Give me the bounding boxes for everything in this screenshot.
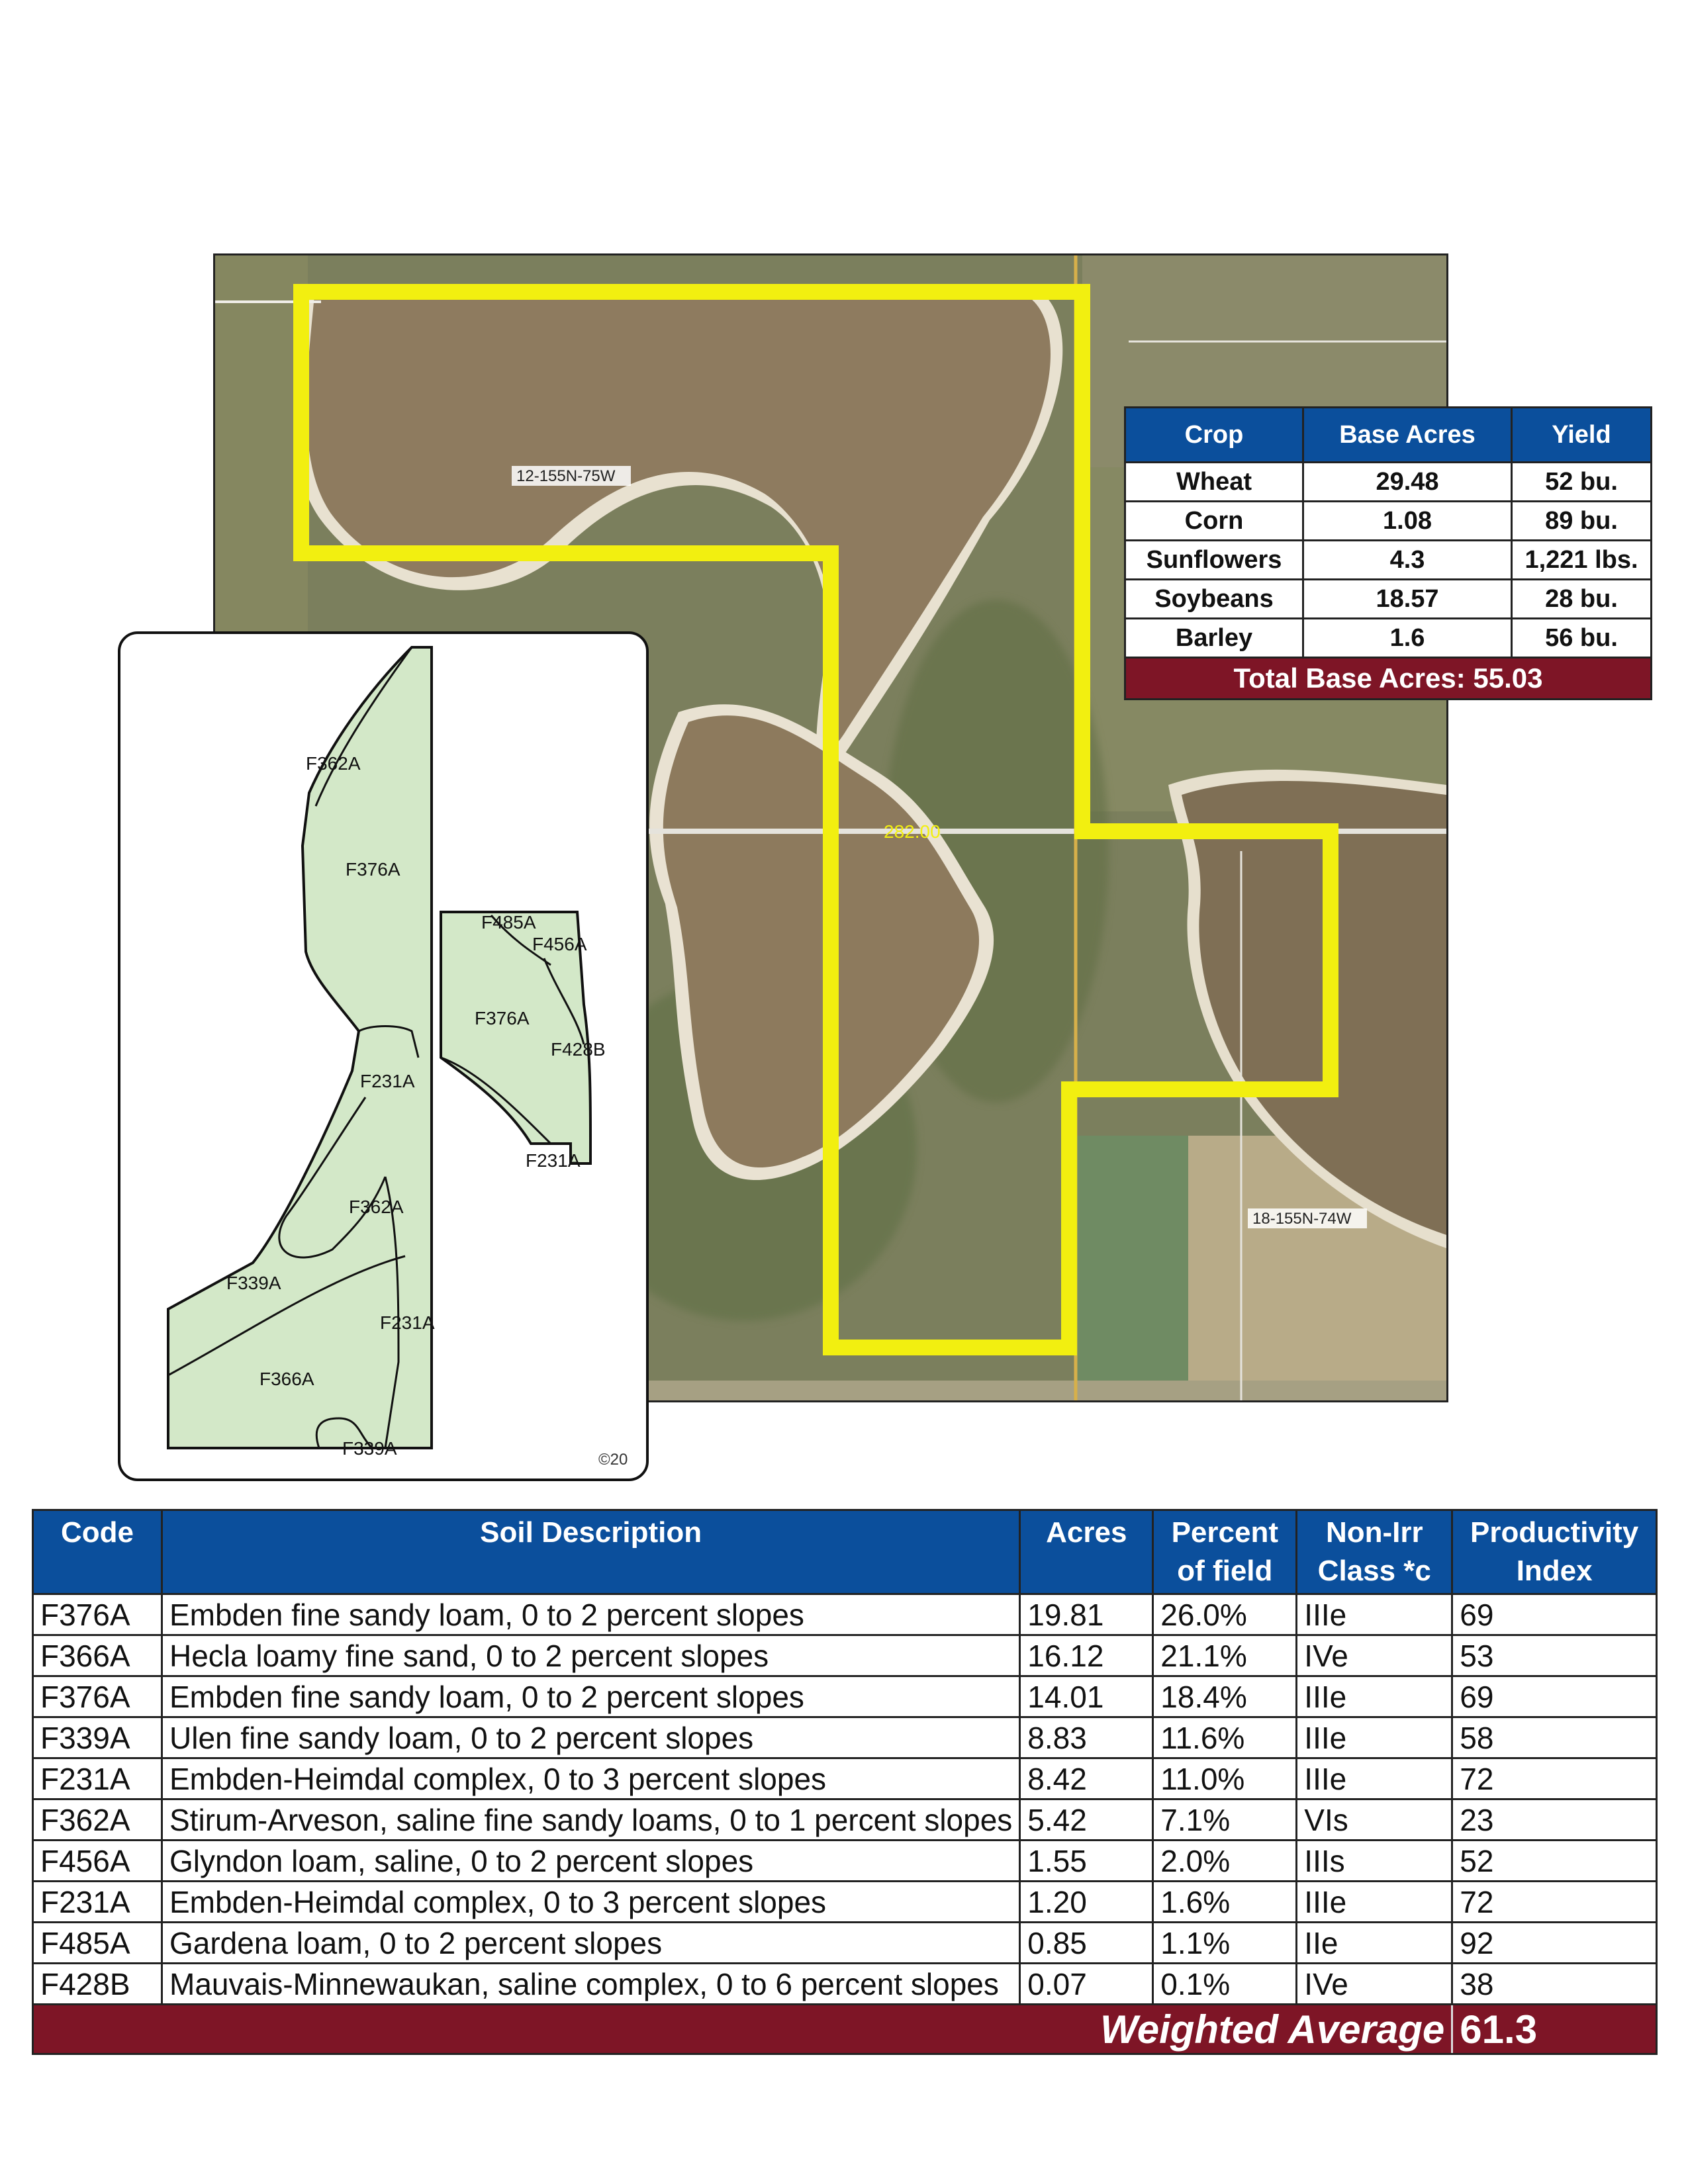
table-row [1125,580,1652,619]
soil-label: F366A [259,1369,314,1389]
index-cell: 58 [1452,1717,1657,1758]
soil-label: F362A [306,753,361,774]
header-text: Code [61,1516,134,1549]
percent-cell: 0.1% [1153,1964,1297,2005]
index-cell: 52 [1452,1841,1657,1882]
road-distance-label: 282.00 [884,821,941,842]
section-label-se: 18-155N-74W [1252,1210,1352,1228]
code-cell: F339A [33,1717,162,1758]
description-cell: Glyndon loam, saline, 0 to 2 percent slopes [162,1841,1020,1882]
yield-cell: 89 bu. [1512,502,1652,541]
class-cell: IIIe [1297,1882,1452,1923]
class-cell: VIs [1297,1799,1452,1841]
crop-cell: Corn [1125,502,1303,541]
percent-cell: 11.6% [1153,1717,1297,1758]
table-row [33,1923,1657,1964]
class-cell: IIIe [1297,1676,1452,1717]
index-column-header [1452,1510,1657,1594]
header-text: Soil Description [480,1516,702,1549]
table-row [1125,541,1652,580]
acres-cell: 16.12 [1020,1635,1153,1676]
acres-cell: 14.01 [1020,1676,1153,1717]
description-cell: Stirum-Arveson, saline fine sandy loams, 0 to 1 percent slopes [162,1799,1020,1841]
yield-cell: 56 bu. [1512,619,1652,658]
description-cell: Embden-Heimdal complex, 0 to 3 percent slopes [162,1758,1020,1799]
table-row [33,1594,1657,1635]
acres-cell: 5.42 [1020,1799,1153,1841]
table-row [33,1758,1657,1799]
class-column-header [1297,1510,1452,1594]
base-acres-cell: 29.48 [1303,463,1512,502]
soil-label: F231A [360,1071,415,1091]
table-row [33,1717,1657,1758]
header-text: Percent [1171,1516,1278,1549]
acres-cell: 0.85 [1020,1923,1153,1964]
description-column-header [162,1510,1020,1594]
percent-cell: 1.1% [1153,1923,1297,1964]
weighted-average-row [33,2005,1657,2054]
field-patch-se-green [1076,1136,1188,1400]
header-text: Non-Irr [1325,1516,1423,1549]
base-acres-cell: 1.6 [1303,619,1512,658]
index-cell: 53 [1452,1635,1657,1676]
class-cell: IIIs [1297,1841,1452,1882]
code-cell: F362A [33,1799,162,1841]
code-column-header [33,1510,162,1594]
percent-cell: 21.1% [1153,1635,1297,1676]
soil-label: F376A [475,1008,530,1028]
soil-productivity-table [32,1509,1658,2055]
soil-label: F376A [346,859,400,880]
soil-table-header [33,1510,1657,1594]
crop-cell: Barley [1125,619,1303,658]
soil-label: F485A [481,912,536,933]
description-cell: Embden-Heimdal complex, 0 to 3 percent slopes [162,1882,1020,1923]
class-cell: IIIe [1297,1758,1452,1799]
class-cell: IVe [1297,1964,1452,2005]
header-text: Acres [1046,1516,1127,1549]
copyright-label: ©20 [598,1451,628,1469]
percent-column-header [1153,1510,1297,1594]
percent-cell: 11.0% [1153,1758,1297,1799]
table-row [33,1676,1657,1717]
description-cell: Embden fine sandy loam, 0 to 2 percent slopes [162,1594,1020,1635]
table-row [33,1635,1657,1676]
description-cell: Gardena loam, 0 to 2 percent slopes [162,1923,1020,1964]
total-base-acres: Total Base Acres: 55.03 [1125,658,1652,700]
crop-base-acres-table [1124,406,1652,700]
yield-cell: 1,221 lbs. [1512,541,1652,580]
index-cell: 38 [1452,1964,1657,2005]
soil-label: F428B [551,1039,606,1060]
acres-cell: 8.83 [1020,1717,1153,1758]
description-cell: Embden fine sandy loam, 0 to 2 percent slopes [162,1676,1020,1717]
code-cell: F231A [33,1758,162,1799]
index-cell: 23 [1452,1799,1657,1841]
crop-cell: Wheat [1125,463,1303,502]
table-row [1125,463,1652,502]
description-cell: Hecla loamy fine sand, 0 to 2 percent slopes [162,1635,1020,1676]
yield-column-header: Yield [1512,408,1652,463]
percent-cell: 18.4% [1153,1676,1297,1717]
acres-cell: 0.07 [1020,1964,1153,2005]
crop-column-header: Crop [1125,408,1303,463]
code-cell: F376A [33,1676,162,1717]
code-cell: F366A [33,1635,162,1676]
soil-map-inset [118,631,649,1481]
class-cell: IVe [1297,1635,1452,1676]
crop-table-header [1125,408,1652,463]
table-row [1125,502,1652,541]
soil-label: F231A [526,1150,581,1171]
code-cell: F231A [33,1882,162,1923]
percent-cell: 7.1% [1153,1799,1297,1841]
index-cell: 69 [1452,1594,1657,1635]
header-text: Productivity [1470,1516,1639,1549]
header-text: of field [1177,1555,1273,1587]
base-acres-cell: 1.08 [1303,502,1512,541]
description-cell: Mauvais-Minnewaukan, saline complex, 0 to 6 percent slopes [162,1964,1020,2005]
table-row [33,1964,1657,2005]
yield-cell: 52 bu. [1512,463,1652,502]
soil-label: F362A [349,1197,404,1217]
index-cell: 92 [1452,1923,1657,1964]
table-row [33,1882,1657,1923]
acres-cell: 19.81 [1020,1594,1153,1635]
acres-cell: 1.20 [1020,1882,1153,1923]
class-cell: IIIe [1297,1717,1452,1758]
table-row [33,1799,1657,1841]
table-row [1125,619,1652,658]
class-cell: IIIe [1297,1594,1452,1635]
class-cell: IIe [1297,1923,1452,1964]
code-cell: F376A [33,1594,162,1635]
total-row [1125,658,1652,700]
base-acres-column-header: Base Acres [1303,408,1512,463]
index-cell: 72 [1452,1758,1657,1799]
yield-cell: 28 bu. [1512,580,1652,619]
section-label-nw: 12-155N-75W [516,467,616,485]
crop-cell: Soybeans [1125,580,1303,619]
description-cell: Ulen fine sandy loam, 0 to 2 percent slopes [162,1717,1020,1758]
soil-label: F339A [226,1273,281,1293]
soil-label: F456A [532,934,587,954]
weighted-average-label: Weighted Average [33,2005,1452,2054]
percent-cell: 26.0% [1153,1594,1297,1635]
index-cell: 72 [1452,1882,1657,1923]
acres-cell: 8.42 [1020,1758,1153,1799]
soil-label: F339A [342,1438,397,1459]
soil-map-graphic [120,634,646,1479]
code-cell: F485A [33,1923,162,1964]
crop-cell: Sunflowers [1125,541,1303,580]
header-text: Index [1516,1555,1593,1587]
acres-cell: 1.55 [1020,1841,1153,1882]
soil-label: F231A [380,1312,435,1333]
header-text: Class *c [1317,1555,1431,1587]
index-cell: 69 [1452,1676,1657,1717]
percent-cell: 2.0% [1153,1841,1297,1882]
weighted-average-value: 61.3 [1452,2005,1657,2054]
base-acres-cell: 4.3 [1303,541,1512,580]
code-cell: F456A [33,1841,162,1882]
percent-cell: 1.6% [1153,1882,1297,1923]
acres-column-header [1020,1510,1153,1594]
base-acres-cell: 18.57 [1303,580,1512,619]
code-cell: F428B [33,1964,162,2005]
table-row [33,1841,1657,1882]
